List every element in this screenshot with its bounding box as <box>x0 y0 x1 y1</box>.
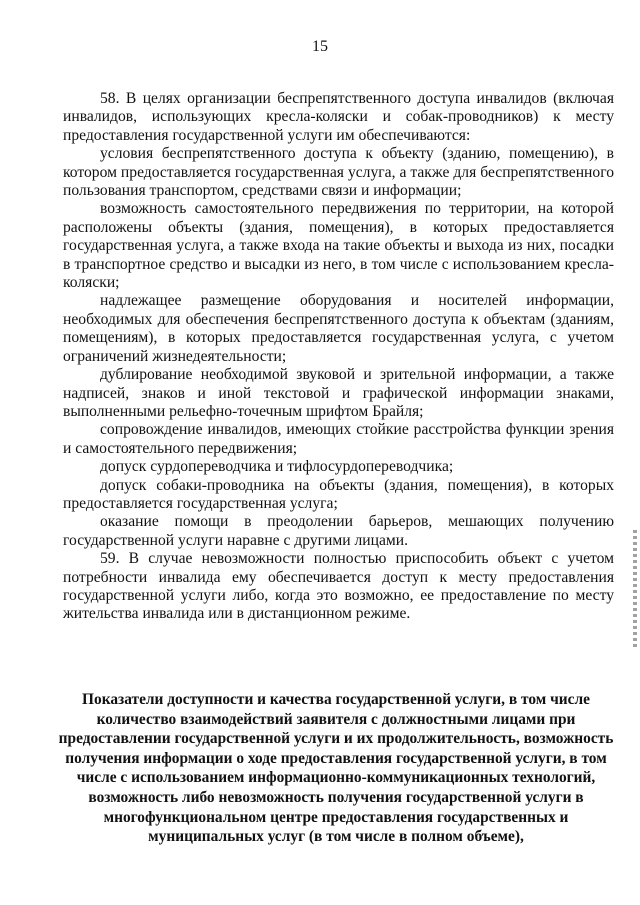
list-item-information-duplication: дублирование необходимой звуковой и зрительной информации, а также надписей, знаков и иной текстовой и графической информации знаками, выполненными рельефно-точечным шрифтом Брайля; <box>63 366 614 420</box>
paragraph-59: 59. В случае невозможности полностью приспособить объект с учетом потребности инвалида ему обеспечивается доступ к месту предоставления государственной услуги либо, когда это возможно, ее предоставление по месту жительства инвалида или в дистанционном режиме. <box>63 550 614 623</box>
list-item-guide-dog-access: допуск собаки-проводника на объекты (здания, помещения), в которых предоставляется государственная услуга; <box>63 476 614 512</box>
section-heading-text: Показатели доступности и качества государственной услуги, в том числе количество взаимодействий заявителя с должностными лицами при предоставлении государственной услуги и их продолжительность, возможность получения информации о ходе предоставления государственной услуги, в том числе с использованием информационно-коммуникационных технологий, возможность либо невозможность получения государственной услуги в многофункциональном центре предоставления государственных и муниципальных услуг (в том числе в полном объеме), <box>58 691 614 846</box>
page-number: 15 <box>312 38 328 55</box>
scan-edge-mark <box>633 530 637 650</box>
list-item-equipment-placement: надлежащее размещение оборудования и носителей информации, необходимых для обеспечения беспрепятственного доступа к объектам (зданиям, помещениям), в которых предоставляется государственная услуга, с учетом ограничений жизнедеятельности; <box>63 292 614 365</box>
document-body <box>63 90 614 624</box>
list-item-barrier-assistance: оказание помощи в преодолении барьеров, мешающих получению государственной услуги наравне с другими лицами. <box>63 513 614 549</box>
list-item-access-conditions: условия беспрепятственного доступа к объекту (зданию, помещению), в котором предоставляется государственная услуга, а также для беспрепятственного пользования транспортом, средствами связи и информации; <box>63 145 614 200</box>
list-item-independent-movement: возможность самостоятельного передвижения по территории, на которой расположены объекты (здания, помещения), в которых предоставляется государственная услуга, а также входа на такие объекты и выхода из них, посадки в транспортное средство и высадки из него, в том числе с использованием кресла-коляски; <box>63 200 614 292</box>
list-item-escort: сопровождение инвалидов, имеющих стойкие расстройства функции зрения и самостоятельного передвижения; <box>63 421 614 457</box>
list-item-interpreter-access: допуск сурдопереводчика и тифлосурдопереводчика; <box>100 458 454 476</box>
section-heading <box>58 690 614 847</box>
paragraph-58-intro: 58. В целях организации беспрепятственного доступа инвалидов (включая инвалидов, использующих кресла-коляски и собак-проводников) к месту предоставления государственной услуги им обеспечиваются: <box>63 90 614 144</box>
